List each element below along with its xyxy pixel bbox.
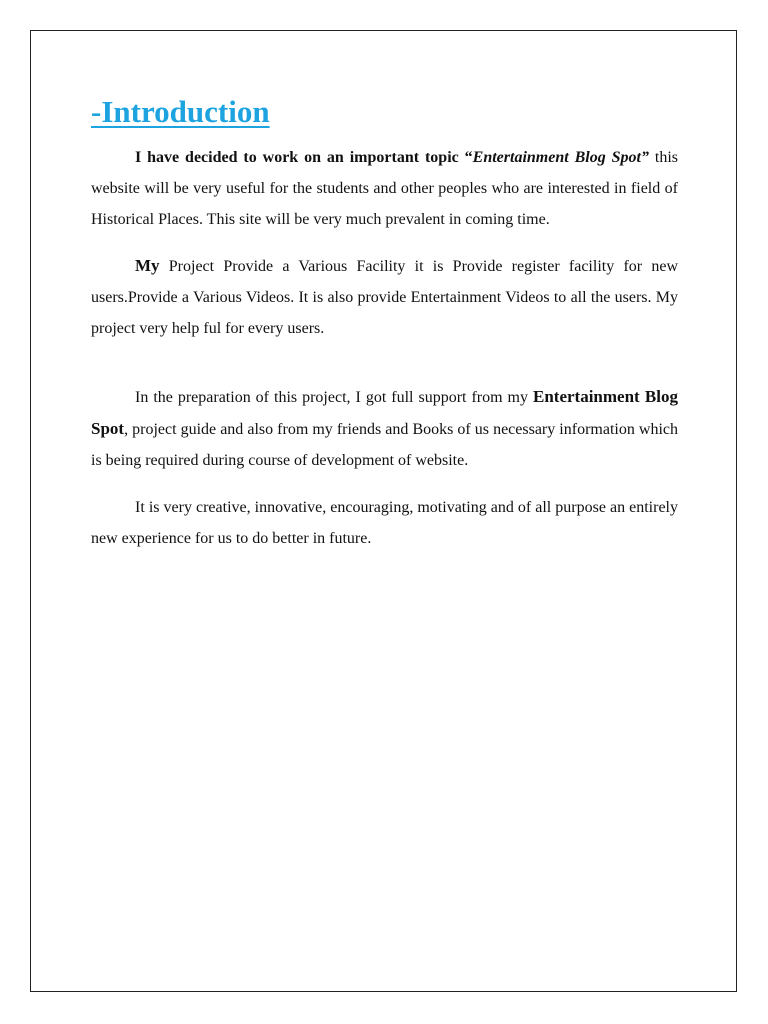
- project-name-emphasis: Entertainment Blog Spot: [91, 387, 678, 438]
- paragraph-topic: [91, 142, 678, 235]
- paragraph-closing: It is very creative, innovative, encouraging, motivating and of all purpose an entirely new experience for us to do better in future.: [91, 499, 678, 547]
- paragraph-features-rest: Project Provide a Various Facility it is Provide register facility for new users.Provide a Various Videos. It is also provide Entertainment Videos to all the users. My project very help ful for every users.: [91, 258, 678, 337]
- paragraph-topic-lead: I have decided to work on an important topic “: [135, 149, 473, 166]
- paragraph-features-lead: My: [135, 256, 160, 275]
- paragraph-topic-rest: this website will be very useful for the students and other peoples who are interested in field of Historical Places. This site will be very much prevalent in coming time.: [91, 149, 678, 228]
- paragraph-preparation-lead: In the preparation of this project, I got full support from my: [135, 389, 533, 406]
- paragraph-preparation-rest: , project guide and also from my friends and Books of us necessary information which is being required during course of development of website.: [91, 421, 678, 469]
- paragraph-preparation: [91, 381, 678, 476]
- topic-name: Entertainment Blog Spot”: [472, 149, 649, 166]
- document-body: [91, 92, 678, 554]
- paragraph-features: [91, 250, 678, 344]
- introduction-heading: -Introduction: [91, 94, 270, 129]
